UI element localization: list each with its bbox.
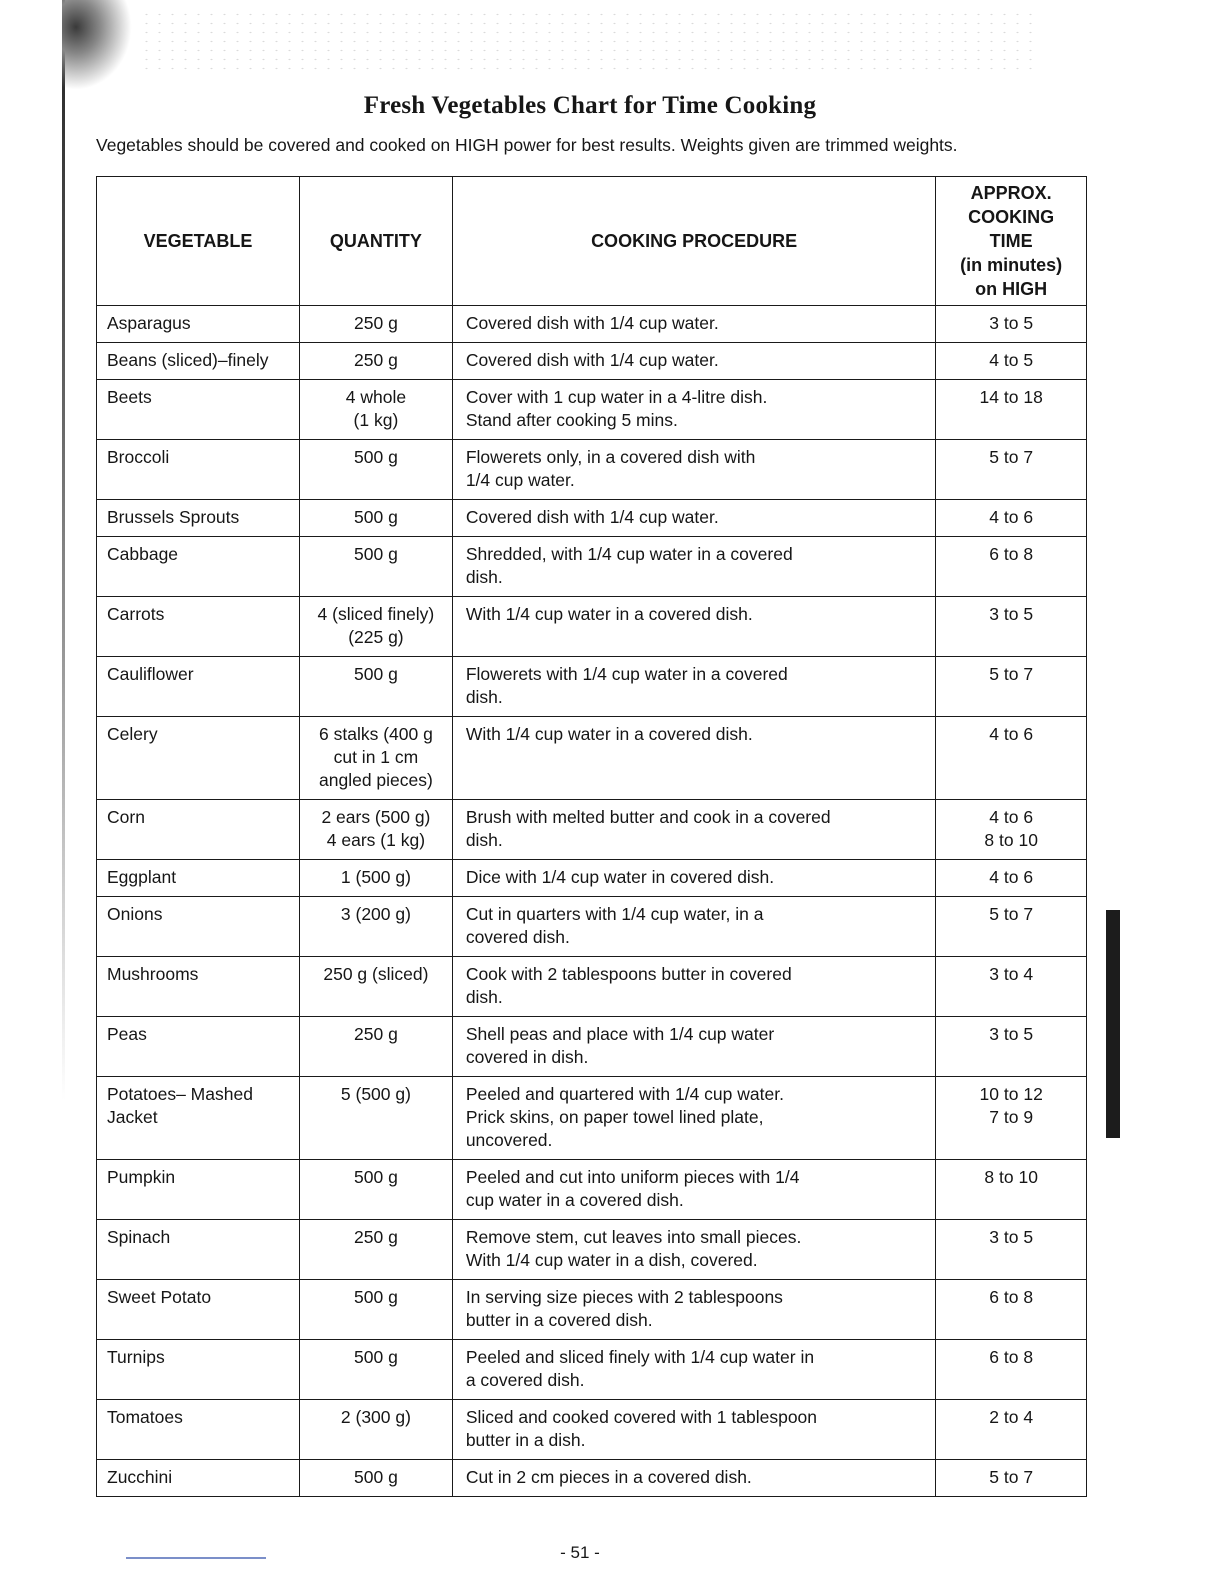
cell-cooking-time: 3 to 5: [936, 1220, 1087, 1280]
table-row: [97, 657, 1087, 717]
cell-vegetable: Potatoes– Mashed Jacket: [97, 1077, 300, 1160]
cell-quantity: 2 (300 g): [300, 1400, 453, 1460]
cell-cooking-procedure: Shredded, with 1/4 cup water in a covered dish.: [452, 537, 936, 597]
cell-vegetable: Eggplant: [97, 860, 300, 897]
cell-cooking-time: 5 to 7: [936, 1460, 1087, 1497]
table-row: [97, 306, 1087, 343]
scan-edge-shadow: [62, 0, 65, 1100]
cell-cooking-procedure: With 1/4 cup water in a covered dish.: [452, 597, 936, 657]
cell-cooking-procedure: In serving size pieces with 2 tablespoons butter in a covered dish.: [452, 1280, 936, 1340]
cell-quantity: 500 g: [300, 537, 453, 597]
cell-quantity: 500 g: [300, 1280, 453, 1340]
cell-vegetable: Zucchini: [97, 1460, 300, 1497]
table-row: [97, 597, 1087, 657]
cell-cooking-time: 2 to 4: [936, 1400, 1087, 1460]
cell-cooking-time: 4 to 6: [936, 860, 1087, 897]
cell-cooking-time: 6 to 8: [936, 1340, 1087, 1400]
cell-cooking-time: 6 to 8: [936, 537, 1087, 597]
cell-cooking-procedure: Cut in 2 cm pieces in a covered dish.: [452, 1460, 936, 1497]
table-row: [97, 957, 1087, 1017]
cell-vegetable: Onions: [97, 897, 300, 957]
cell-vegetable: Cauliflower: [97, 657, 300, 717]
cell-cooking-procedure: Peeled and quartered with 1/4 cup water. Prick skins, on paper towel lined plate, uncovered.: [452, 1077, 936, 1160]
cell-cooking-procedure: Cook with 2 tablespoons butter in covered dish.: [452, 957, 936, 1017]
header-cooking-time: APPROX. COOKING TIME (in minutes) on HIGH: [936, 177, 1087, 306]
cell-quantity: 500 g: [300, 1340, 453, 1400]
cell-cooking-procedure: Cover with 1 cup water in a 4-litre dish. Stand after cooking 5 mins.: [452, 380, 936, 440]
cell-quantity: 250 g: [300, 1017, 453, 1077]
page-subtitle: Vegetables should be covered and cooked on HIGH power for best results. Weights given are trimmed weights.: [96, 135, 958, 155]
table-body: [97, 306, 1087, 1497]
cell-vegetable: Brussels Sprouts: [97, 500, 300, 537]
table-row: [97, 800, 1087, 860]
cell-quantity: 500 g: [300, 657, 453, 717]
table-row: [97, 500, 1087, 537]
cell-cooking-procedure: Peeled and cut into uniform pieces with 1/4 cup water in a covered dish.: [452, 1160, 936, 1220]
cell-cooking-procedure: Covered dish with 1/4 cup water.: [452, 343, 936, 380]
cell-quantity: 500 g: [300, 1460, 453, 1497]
cell-quantity: 4 (sliced finely) (225 g): [300, 597, 453, 657]
table-row: [97, 1220, 1087, 1280]
cell-vegetable: Mushrooms: [97, 957, 300, 1017]
cell-cooking-time: 3 to 4: [936, 957, 1087, 1017]
cell-vegetable: Peas: [97, 1017, 300, 1077]
cell-cooking-procedure: Flowerets with 1/4 cup water in a covered dish.: [452, 657, 936, 717]
cell-vegetable: Broccoli: [97, 440, 300, 500]
cell-vegetable: Spinach: [97, 1220, 300, 1280]
table-row: [97, 1017, 1087, 1077]
table-row: [97, 1077, 1087, 1160]
cell-cooking-procedure: Shell peas and place with 1/4 cup water covered in dish.: [452, 1017, 936, 1077]
cell-quantity: 1 (500 g): [300, 860, 453, 897]
table-row: [97, 1460, 1087, 1497]
cell-cooking-procedure: Sliced and cooked covered with 1 tablespoon butter in a dish.: [452, 1400, 936, 1460]
scan-speckle-noise: [140, 10, 1040, 70]
cell-vegetable: Beans (sliced)–finely: [97, 343, 300, 380]
cell-vegetable: Beets: [97, 380, 300, 440]
cell-vegetable: Tomatoes: [97, 1400, 300, 1460]
page-number: - 51 -: [560, 1543, 600, 1562]
cell-vegetable: Cabbage: [97, 537, 300, 597]
cell-quantity: 250 g: [300, 306, 453, 343]
cell-vegetable: Corn: [97, 800, 300, 860]
cell-cooking-time: 3 to 5: [936, 306, 1087, 343]
cell-cooking-time: 5 to 7: [936, 897, 1087, 957]
header-cooking-procedure: COOKING PROCEDURE: [452, 177, 936, 306]
table-row: [97, 1340, 1087, 1400]
cell-quantity: 2 ears (500 g) 4 ears (1 kg): [300, 800, 453, 860]
vegetable-cooking-table: [96, 176, 1087, 1497]
cell-cooking-procedure: Covered dish with 1/4 cup water.: [452, 306, 936, 343]
table-row: [97, 1160, 1087, 1220]
cell-cooking-procedure: Peeled and sliced finely with 1/4 cup water in a covered dish.: [452, 1340, 936, 1400]
table-row: [97, 1280, 1087, 1340]
table-header-row: [97, 177, 1087, 306]
cell-cooking-time: 6 to 8: [936, 1280, 1087, 1340]
cell-cooking-time: 8 to 10: [936, 1160, 1087, 1220]
cell-cooking-procedure: With 1/4 cup water in a covered dish.: [452, 717, 936, 800]
table-row: [97, 537, 1087, 597]
cell-cooking-time: 3 to 5: [936, 597, 1087, 657]
cell-cooking-time: 4 to 6: [936, 500, 1087, 537]
cell-cooking-procedure: Flowerets only, in a covered dish with 1/4 cup water.: [452, 440, 936, 500]
cell-cooking-procedure: Remove stem, cut leaves into small pieces. With 1/4 cup water in a dish, covered.: [452, 1220, 936, 1280]
cell-cooking-procedure: Covered dish with 1/4 cup water.: [452, 500, 936, 537]
cell-vegetable: Carrots: [97, 597, 300, 657]
table-row: [97, 440, 1087, 500]
cell-quantity: 500 g: [300, 440, 453, 500]
cell-cooking-procedure: Brush with melted butter and cook in a covered dish.: [452, 800, 936, 860]
table-row: [97, 380, 1087, 440]
cell-quantity: 250 g (sliced): [300, 957, 453, 1017]
cell-cooking-time: 5 to 7: [936, 440, 1087, 500]
header-vegetable: VEGETABLE: [97, 177, 300, 306]
cell-cooking-time: 4 to 5: [936, 343, 1087, 380]
table-row: [97, 1400, 1087, 1460]
cell-vegetable: Sweet Potato: [97, 1280, 300, 1340]
cell-cooking-procedure: Cut in quarters with 1/4 cup water, in a covered dish.: [452, 897, 936, 957]
cell-cooking-time: 14 to 18: [936, 380, 1087, 440]
cell-vegetable: Celery: [97, 717, 300, 800]
cell-quantity: 500 g: [300, 500, 453, 537]
cell-quantity: 250 g: [300, 343, 453, 380]
cell-quantity: 250 g: [300, 1220, 453, 1280]
table-row: [97, 343, 1087, 380]
cell-cooking-time: 3 to 5: [936, 1017, 1087, 1077]
cell-quantity: 5 (500 g): [300, 1077, 453, 1160]
cell-cooking-procedure: Dice with 1/4 cup water in covered dish.: [452, 860, 936, 897]
header-quantity: QUANTITY: [300, 177, 453, 306]
cell-vegetable: Asparagus: [97, 306, 300, 343]
cell-quantity: 500 g: [300, 1160, 453, 1220]
section-tab-marker: [1106, 910, 1120, 1138]
scan-corner-smudge: [62, 0, 132, 90]
cell-cooking-time: 10 to 12 7 to 9: [936, 1077, 1087, 1160]
cell-vegetable: Turnips: [97, 1340, 300, 1400]
cell-cooking-time: 4 to 6: [936, 717, 1087, 800]
footer-rule: [126, 1557, 266, 1559]
cell-cooking-time: 5 to 7: [936, 657, 1087, 717]
table-row: [97, 860, 1087, 897]
cell-quantity: 3 (200 g): [300, 897, 453, 957]
table-row: [97, 717, 1087, 800]
cell-vegetable: Pumpkin: [97, 1160, 300, 1220]
cell-quantity: 6 stalks (400 g cut in 1 cm angled pieces): [300, 717, 453, 800]
page-title: Fresh Vegetables Chart for Time Cooking: [363, 92, 817, 119]
cell-quantity: 4 whole (1 kg): [300, 380, 453, 440]
table-row: [97, 897, 1087, 957]
cell-cooking-time: 4 to 6 8 to 10: [936, 800, 1087, 860]
